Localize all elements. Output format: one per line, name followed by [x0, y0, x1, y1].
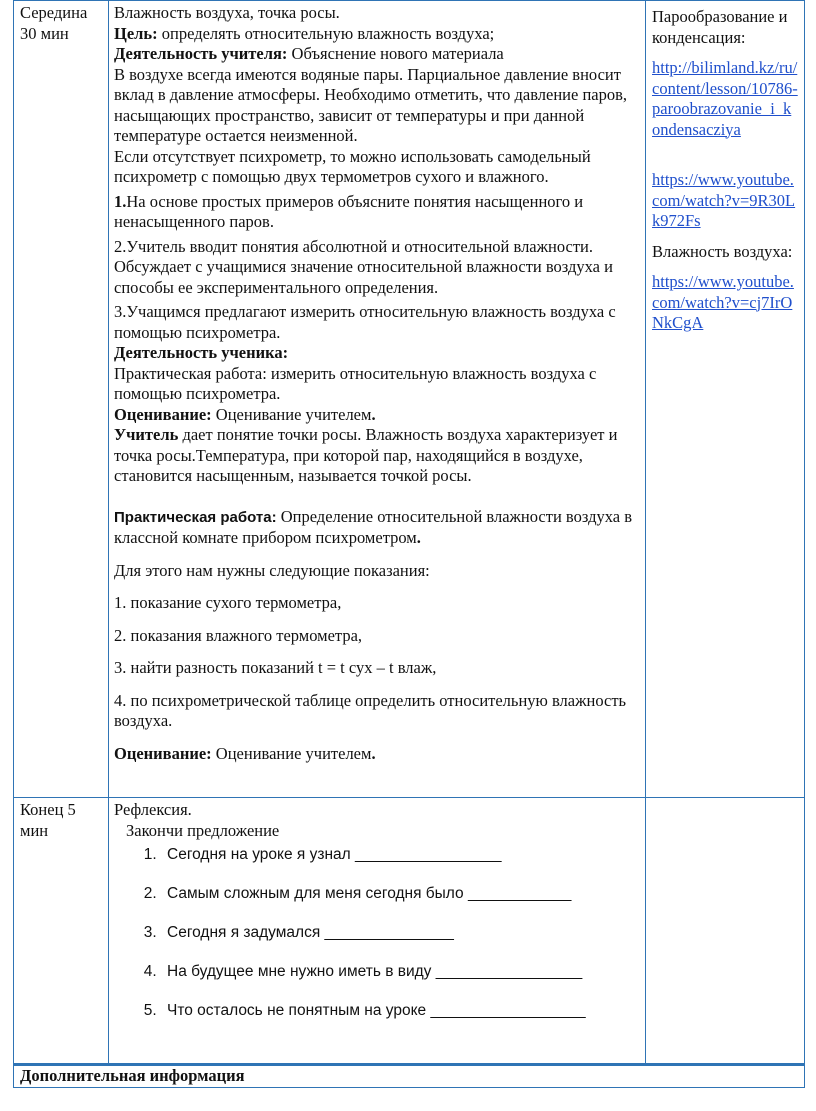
- teacher-activity-text: Объяснение нового материала: [287, 44, 504, 63]
- student-activity-label: Деятельность ученика:: [114, 343, 289, 362]
- practical-2-label: Практическая работа:: [114, 508, 277, 526]
- practical-2-dot: .: [416, 528, 421, 547]
- row-middle: [14, 1, 805, 798]
- teacher-label: Учитель: [114, 425, 179, 444]
- paragraph-1: В воздухе всегда имеются водяные пары. Парциальное давление вносит вклад в давление атмосферы. Необходимо отметить, что давление паров, насыщающих пространство, зависит от температуры и при данной температуре остается неизменной.: [114, 64, 628, 145]
- item-2: 2.Учитель вводит понятия абсолютной и относительной влажности. Обсуждает с учащимися значение относительной влажности воздуха и способы ее экспериментального определения.: [114, 236, 613, 297]
- resource-link-1[interactable]: http://bilimland.kz/ru/content/lesson/10786-paroobrazovanie_i_kondensacziya: [652, 58, 798, 139]
- reflection-item: 5. Что осталось не понятным на уроке __________________: [161, 1001, 640, 1021]
- reflection-item: 4. На будущее мне нужно иметь в виду _________________: [161, 962, 640, 982]
- assessment-1-dot: .: [371, 404, 376, 424]
- resource-label-1: Парообразование и конденсация:: [652, 7, 788, 47]
- assessment-1-text: Оценивание учителем: [211, 404, 372, 424]
- item-1-text: На основе простых примеров объясните понятия насыщенного и ненасыщенного паров.: [114, 191, 584, 231]
- time-cell-end: [14, 798, 109, 1064]
- additional-info-header: Дополнительная информация: [13, 1064, 805, 1088]
- item-1: [114, 192, 640, 233]
- teacher-activity-label: Деятельность учителя:: [114, 44, 288, 63]
- reading-1: 1. показание сухого термометра,: [114, 593, 342, 612]
- content-cell-end: [109, 798, 646, 1064]
- reading-3: 3. найти разность показаний t = t сух – t влаж,: [114, 658, 437, 677]
- reflection-item: 1. Сегодня на уроке я узнал _________________: [161, 845, 640, 865]
- section-title: Влажность воздуха, точка росы.: [114, 3, 340, 22]
- assessment-1-label: Оценивание:: [114, 404, 212, 424]
- assessment-2-dot: .: [371, 743, 376, 763]
- goal-line: [114, 24, 640, 45]
- practical-work-2: [114, 507, 640, 549]
- reflection-item: 3. Сегодня я задумался _______________: [161, 923, 640, 943]
- time-middle: Середина 30 мин: [20, 3, 88, 43]
- lesson-plan-page: [13, 0, 805, 1111]
- time-end: Конец 5 мин: [20, 800, 76, 840]
- reflection-subtitle: Закончи предложение: [126, 820, 280, 840]
- assessment-2-text: Оценивание учителем: [211, 743, 372, 763]
- resource-label-2: Влажность воздуха:: [652, 241, 793, 261]
- practical-2-text: Определение относительной влажности воздуха в классной комнате прибором психрометром: [114, 506, 632, 547]
- lesson-table: [13, 0, 805, 1064]
- resource-link-3[interactable]: https://www.youtube.com/watch?v=cj7IrONkCgA: [652, 272, 794, 332]
- time-cell-middle: [14, 1, 109, 798]
- teacher-dew-point: [114, 425, 640, 487]
- goal-text: определять относительную влажность воздуха;: [157, 23, 495, 43]
- resources-cell-middle: [646, 1, 805, 798]
- teacher-activity-line: [114, 44, 640, 65]
- goal-label: Цель:: [114, 23, 158, 43]
- reflection-item: 2. Самым сложным для меня сегодня было ____________: [161, 884, 640, 904]
- row-end: [14, 798, 805, 1064]
- item-3: 3.Учащимся предлагают измерить относительную влажность воздуха с помощью психрометра.: [114, 302, 616, 342]
- resources-cell-end: [646, 798, 805, 1064]
- practical-work-1: Практическая работа: измерить относительную влажность воздуха с помощью психрометра.: [114, 363, 597, 403]
- reflection-title: Рефлексия.: [114, 800, 192, 819]
- content-cell-middle: [109, 1, 646, 798]
- item-1-number: 1.: [114, 191, 127, 211]
- paragraph-2: Если отсутствует психрометр, то можно использовать самодельный психрометр с помощью двух термометров сухого и влажного.: [114, 146, 591, 186]
- reflection-list: [114, 845, 640, 1021]
- need-readings: Для этого нам нужны следующие показания:: [114, 560, 430, 580]
- reading-2: 2. показания влажного термометра,: [114, 625, 363, 645]
- reading-4: 4. по психрометрической таблице определить относительную влажность воздуха.: [114, 690, 627, 730]
- assessment-2-label: Оценивание:: [114, 743, 212, 763]
- resource-link-2[interactable]: https://www.youtube.com/watch?v=9R30Lk972Fs: [652, 170, 796, 230]
- teacher-text: дает понятие точки росы. Влажность воздуха характеризует и точка росы.Температура, при которой пар, находящийся в воздухе, становится насыщенным, называется точкой росы.: [114, 425, 618, 485]
- assessment-2: [114, 744, 640, 765]
- assessment-1: [114, 405, 640, 426]
